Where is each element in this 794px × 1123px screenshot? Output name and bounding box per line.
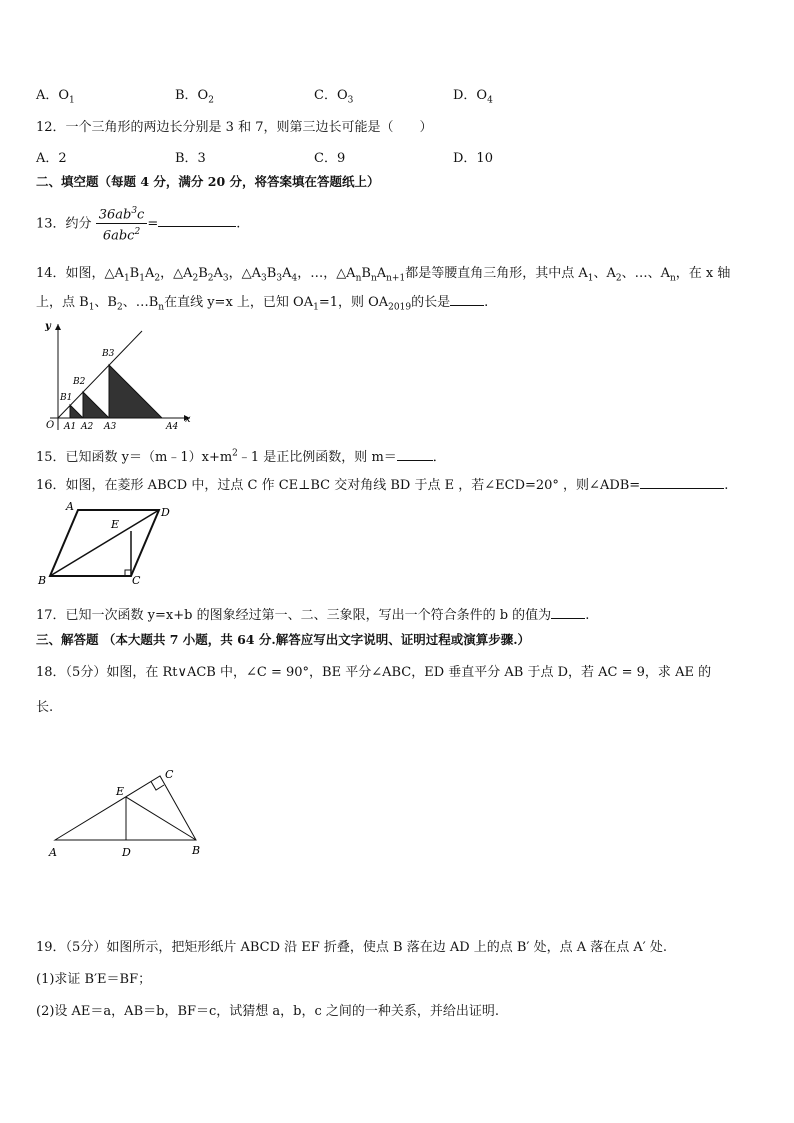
q18-line-1: 18．（5分）如图，在 Rt∨ACB 中，∠C = 90°，BE 平分∠ABC，ED 垂直平分 AB 于点 D，若 AC = 9，求 AE 的: [36, 665, 712, 680]
label-b: B: [192, 844, 201, 857]
label-b1: B1: [60, 393, 73, 403]
label-a: A: [49, 846, 57, 859]
label-b: B: [38, 574, 47, 587]
q18-line-2: 长.: [36, 700, 54, 715]
segment-be: [126, 797, 196, 840]
q14-answer-blank[interactable]: [450, 293, 484, 306]
q17-stem: 17．已知一次函数 y=x+b 的图象经过第一、二、三象限，写出一个符合条件的 b 的值为 .: [36, 608, 590, 623]
q19-line-1: 19．（5分）如图所示，把矩形纸片 ABCD 沿 EF 折叠，使点 B 落在边 AD 上的点 B′ 处，点 A 落在点 A′ 处.: [36, 940, 667, 955]
label-b3: B3: [102, 349, 115, 359]
label-x: x: [185, 414, 191, 425]
q14-figure: [40, 318, 200, 434]
label-a4: A4: [166, 422, 179, 432]
q12-option-b: B．3: [175, 151, 206, 166]
q14-line-2: 上，点 $B_1$、$B_2$、$\dots B_n$在直线 y=x 上，已知 $OA_1=1$，则 $OA_{2019}$的长是 .: [36, 295, 489, 313]
label-c: C: [165, 768, 174, 781]
q13-prefix: 13．约分: [36, 216, 92, 232]
q16-stem: 16．如图，在菱形 ABCD 中，过点 C 作 CE⊥BC 交对角线 BD 于点 E ，若∠ECD=20° ，则∠ADB= .: [36, 478, 729, 493]
q11-option-c: C．$O_3$: [314, 88, 354, 106]
q12-option-c: C．9: [314, 151, 346, 166]
triangle-1: [70, 405, 83, 418]
label-d: D: [122, 846, 131, 859]
label-a3: A3: [104, 422, 117, 432]
q11-option-a: A．$O_1$: [36, 88, 75, 106]
q12-option-a: A．2: [36, 151, 67, 166]
label-e: E: [111, 518, 120, 531]
diagonal-bd: [50, 510, 159, 576]
q15-answer-blank[interactable]: [397, 448, 433, 461]
q19-part-2: (2)设 AE＝a，AB＝b，BF＝c，试猜想 a，b，c 之间的一种关系，并给出证明.: [36, 1004, 500, 1019]
label-o: O: [46, 420, 55, 431]
section-fill-in-heading: 二、填空题（每题 4 分，满分 20 分，将答案填在答题纸上）: [36, 174, 380, 189]
right-angle-mark: [151, 782, 164, 791]
q17-answer-blank[interactable]: [551, 606, 585, 619]
q12-option-d: D．10: [453, 151, 493, 166]
q16-figure: [34, 500, 184, 590]
q13-fraction: $\frac{36ab^3c}{6abc^2}$: [96, 203, 148, 245]
q18-figure: [44, 762, 214, 860]
q19-part-1: (1)求证 B′E＝BF；: [36, 972, 152, 987]
section-answer-heading: 三、解答题 （本大题共 7 小题，共 64 分.解答应写出文字说明、证明过程或演算步骤.）: [36, 632, 531, 647]
label-d: D: [161, 506, 170, 519]
label-e: E: [116, 785, 125, 798]
q16-answer-blank[interactable]: [640, 476, 724, 489]
q13-answer-blank[interactable]: [158, 214, 236, 227]
label-a: A: [66, 500, 74, 513]
q11-option-b: B．$O_2$: [175, 88, 214, 106]
label-a1: A1: [64, 422, 77, 432]
label-c: C: [132, 574, 141, 587]
q11-option-d: D．$O_4$: [453, 88, 493, 106]
triangle-3: [109, 365, 162, 418]
q15-stem: 15．已知函数 $y=(m﹣1)x+m^2﹣1$ 是正比例函数，则 m＝ ．: [36, 448, 446, 465]
q12-stem: 12．一个三角形的两边长分别是 3 和 7，则第三边长可能是（ ）: [36, 120, 433, 135]
label-b2: B2: [73, 377, 86, 387]
label-a2: A2: [81, 422, 94, 432]
q13-stem: 13．约分 $\frac{36ab^3c}{6abc^2}$ = .: [36, 203, 240, 245]
label-y: y: [45, 321, 51, 332]
q14-line-1: 14．如图，$\triangle A_1B_1A_2$，$\triangle A_2B_2A_3$，$\triangle A_3B_3A_4$，…，$\triangle A_nB_nA_{n+1}$都是等腰直角三角形，其中点 $A_1$、$A_2$、…、$A_n$，在 x 轴: [36, 266, 731, 284]
triangle-2: [83, 392, 109, 418]
